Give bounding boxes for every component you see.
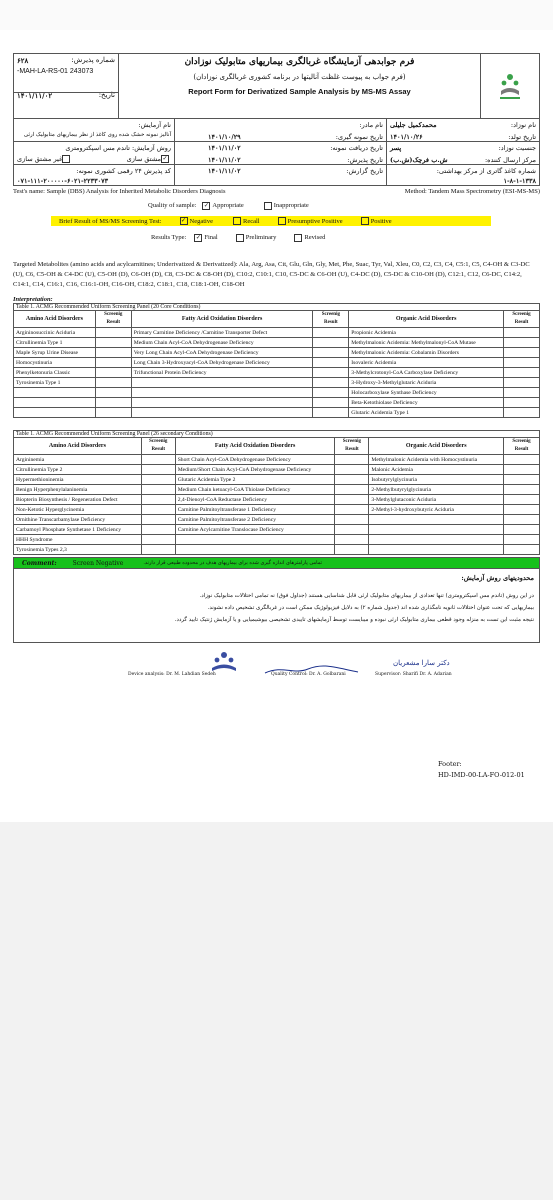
table-row xyxy=(14,465,540,475)
table2-header-cell: Organic Acid Disorders xyxy=(369,438,504,455)
title-en: Report Form for Derivatized Sample Analysis by MS-MS Assay xyxy=(188,87,411,96)
method-label-fa: روش آزمایش: تاندم مس اسپکترومتری xyxy=(65,144,171,152)
table1-cell: 3-Methylcrotonyl-CoA Carboxylase Deficiency xyxy=(349,368,504,378)
table1-cell xyxy=(504,378,540,388)
table1-cell xyxy=(504,348,540,358)
table2-cell: Medium/Short Chain Acyl-CoA Dehydrogenase Deficiency xyxy=(175,465,335,475)
table2-cell xyxy=(141,475,175,485)
negative-label: Negative xyxy=(189,217,213,225)
table1-cell xyxy=(504,398,540,408)
results-type-row xyxy=(151,234,540,242)
table2-cell: Carnitine Acylcarnitine Translocase Deficiency xyxy=(175,525,335,535)
table1-cell: 3-Hydroxy-3-Methylglutaric Aciduria xyxy=(349,378,504,388)
table1-cell: Argininosuccinic Aciduria xyxy=(14,328,96,338)
table2-cell xyxy=(504,465,540,475)
footer-label: Footer: xyxy=(438,760,462,768)
table2-cell: Methylmalonic Acidemia with Homocystinuria xyxy=(369,455,504,465)
table1-cell xyxy=(504,328,540,338)
signature-2: Quality Control: Dr. A. Golbarani xyxy=(271,672,346,677)
brief-result-row xyxy=(51,216,491,226)
table2-header-row xyxy=(14,438,540,455)
table2-cell xyxy=(141,465,175,475)
table2-cell: Carbamoyl Phosphate Synthetase 1 Deficiency xyxy=(14,525,142,535)
revised-checkbox[interactable] xyxy=(294,234,302,242)
reception-label: شماره پذیرش: xyxy=(71,56,115,64)
table2-cell: 3-Methylglutaconic Aciduria xyxy=(369,495,504,505)
table2-cell xyxy=(369,535,504,545)
table1-cell xyxy=(95,408,131,418)
name-cell xyxy=(386,119,539,141)
receive-label: تاریخ دریافت نمونه: xyxy=(330,144,383,152)
date-label: تاریخ: xyxy=(98,91,115,99)
table-row xyxy=(14,535,540,545)
limitations-p1: در این روش (تاندم مس اسپکترومتری) تنها تعدادی از بیماریهای متابولیک ارثی قابل شناسایی هستند (جداول فوق) نه تمامی اختلالات متابولیک نوزاد. xyxy=(199,593,534,599)
table2-cell: Short Chain Acyl-CoA Dehydrogenase Deficiency xyxy=(175,455,335,465)
table2-cell: Carnitine Palmitoyltransferase 2 Deficiency xyxy=(175,515,335,525)
table1-cell xyxy=(131,408,313,418)
preliminary-label: Preliminary xyxy=(245,234,277,241)
test-name: Test's name: Sample (DBS) Analysis for Inherited Metabolic Disorders Diagnosis xyxy=(13,188,226,195)
table2-header-cell: Screenig Result xyxy=(504,438,540,455)
table2-cell xyxy=(175,545,335,555)
gender: پسر xyxy=(390,144,402,152)
table2-cell: Ornithine Transcarbamylase Deficiency xyxy=(14,515,142,525)
recall-label: Recall xyxy=(243,217,260,225)
table2-cell xyxy=(335,505,369,515)
mother-cell xyxy=(174,119,386,141)
quality-row xyxy=(148,202,540,210)
table2-cell xyxy=(141,545,175,555)
comment-bar xyxy=(13,557,540,569)
table2-cell: Carnitine Palmitoyltransferase 1 Deficiency xyxy=(175,505,335,515)
table-row xyxy=(14,398,540,408)
table2-cell: Isobutyrylglycinuria xyxy=(369,475,504,485)
targeted-metabolites: Targeted Metabolites (amino acids and acylcarnitines; Underivatized & Derivatized): Ala, Arg, Asa, Cit, Glu, Gln, Gly, Met, Phe, Suac, Tyr, Val, Xleu, C0, C2, C3, C4, C5:1, C5, C4-OH & C3-DC (U), C6, C5-OH & C4-DC (U), C5-OH (D), C6-OH (D), C8, C3-DC & C8-OH (D), C10:2, C10:1, C10, C5-DC & C6-OH (U), C4-DC (D), C5-DC & C10-OH (D), C12:1, C12, C6-DC, C14:2, C14:1, C14, C16:1, C16, C16:1-OH, C16-OH, C18:2, C18:1, C18, C18:1-OH, C18-OH xyxy=(13,261,530,288)
table2-cell xyxy=(175,535,335,545)
table2-cell xyxy=(335,495,369,505)
table1-cell: Very Long Chain Acyl-CoA Dehydrogenase Deficiency xyxy=(131,348,313,358)
report-page xyxy=(13,53,540,779)
limitations-box xyxy=(13,569,540,643)
table2-header-cell: Screenig Result xyxy=(335,438,369,455)
table2-cell: HHH Syndrome xyxy=(14,535,142,545)
card-no: ۱-۸-۱-۱۳۳۸ xyxy=(503,177,536,185)
table-row xyxy=(14,358,540,368)
table1-cell xyxy=(95,388,131,398)
table-row xyxy=(14,485,540,495)
interpretation-label: Interpretation: xyxy=(13,296,53,303)
signature-area xyxy=(13,645,540,691)
table2-cell xyxy=(335,475,369,485)
table1-header-cell: Organic Acid Disorders xyxy=(349,311,504,328)
table1-cell xyxy=(313,398,349,408)
table1-header-cell: Screenig Result xyxy=(95,311,131,328)
card-cell xyxy=(386,165,539,185)
table1-cell: Beta-Ketothiolase Deficiency xyxy=(349,398,504,408)
sample-date: ۱۴۰۱/۱۰/۲۹ xyxy=(208,133,241,141)
card-label: شماره کاغذ گاتری از مرکز بهداشتی: xyxy=(436,167,536,175)
top-band xyxy=(0,0,553,30)
reception-block xyxy=(14,54,119,118)
table2-cell xyxy=(335,485,369,495)
table-row xyxy=(14,348,540,358)
table1-cell xyxy=(95,398,131,408)
table2-cell xyxy=(141,515,175,525)
table-row xyxy=(14,338,540,348)
table2-cell xyxy=(504,495,540,505)
table2-cell xyxy=(335,455,369,465)
table-row xyxy=(14,505,540,515)
table1-cell: Methylmalonic Acidemia: Methylmalonyl-CoA Mutase xyxy=(349,338,504,348)
table2-header-cell: Fatty Acid Oxidation Disorders xyxy=(175,438,335,455)
table1-cell xyxy=(504,368,540,378)
recall-checkbox[interactable] xyxy=(233,217,241,225)
table1-cell xyxy=(313,378,349,388)
signature-3-script: دکتر سارا مشعریان xyxy=(393,659,450,667)
table2-cell: 2,4-Dienoyl-CoA Reductase Deficiency xyxy=(175,495,335,505)
table2-cell xyxy=(504,535,540,545)
table1-cell xyxy=(95,358,131,368)
revised-label: Revised xyxy=(304,234,326,241)
table2-cell: Argininemia xyxy=(14,455,142,465)
info-row-2 xyxy=(13,142,540,165)
mother-label: نام مادر: xyxy=(359,121,383,129)
table-row xyxy=(14,378,540,388)
table2-cell xyxy=(141,485,175,495)
table2-cell xyxy=(369,545,504,555)
table2-body xyxy=(14,455,540,555)
method-cell xyxy=(14,142,174,164)
table1-cell xyxy=(504,408,540,418)
title-block xyxy=(119,54,480,118)
table1-cell: Holocarboxylase Synthase Deficiency xyxy=(349,388,504,398)
patient-name: محمدکمیل جلیلی xyxy=(390,121,437,129)
table1-cell xyxy=(95,348,131,358)
table-row xyxy=(14,475,540,485)
nonderiv-label: غیر مشتق سازی xyxy=(17,155,63,163)
footer xyxy=(438,760,525,779)
table2-cell: Malonic Acidemia xyxy=(369,465,504,475)
table2-header-cell: Screenig Result xyxy=(141,438,175,455)
table-row xyxy=(14,328,540,338)
table1-cell xyxy=(313,408,349,418)
deriv-checkbox[interactable]: ✓ xyxy=(162,155,168,162)
table2-cell xyxy=(335,465,369,475)
table-row xyxy=(14,545,540,555)
table1-caption: Table 1. ACMG Recommended Uniform Screening Panel (20 Core Conditions) xyxy=(13,303,540,310)
center-label: مرکز ارسال کننده: xyxy=(484,156,536,164)
info-row-1 xyxy=(13,119,540,142)
table1-cell: Maple Syrup Urine Disease xyxy=(14,348,96,358)
lab-logo-icon xyxy=(495,69,525,103)
report-date-val: ۱۴۰۱/۱۱/۰۲ xyxy=(208,167,241,175)
limitations-p2: بیماریهایی که تحت عنوان اختلالات ثانویه نامگذاری شده اند (جدول شماره ۲) به دلایل فیزیولوژیک ممکن است در غربالگری تشخیص داده نشوند. xyxy=(207,605,534,611)
report-header xyxy=(13,53,540,119)
table2-cell xyxy=(504,475,540,485)
national-code: ۰۷۱-۱۱۱-۲۰۰۰۰۰-۶۰۲۱-۲۲۳۳۰۷۳ xyxy=(17,177,109,185)
accept-date: ۱۴۰۱/۱۱/۰۲ xyxy=(208,156,241,164)
table1-cell xyxy=(313,348,349,358)
table1-cell: Homocystinuria xyxy=(14,358,96,368)
table2-cell xyxy=(504,525,540,535)
title-fa: فرم جوابدهی آزمایشگاه غربالگری بیماریهای متابولیک نوزادان xyxy=(184,57,415,67)
table1-body xyxy=(14,328,540,418)
birth-date: ۱۴۰۱/۱۰/۲۶ xyxy=(390,133,423,141)
sample-date-label: تاریخ نمونه گیری: xyxy=(335,133,383,141)
table2-header-cell: Amino Acid Disorders xyxy=(14,438,142,455)
table1-cell: Citrullinemia Type 1 xyxy=(14,338,96,348)
positive-checkbox[interactable] xyxy=(361,217,369,225)
test-desc: آنالیز نمونه خشک شده روی کاغذ از نظر بیماریهای متابولیک ارثی xyxy=(23,132,171,138)
comment-value: Screen Negative xyxy=(72,559,124,567)
table2-cell xyxy=(504,485,540,495)
table2-cell xyxy=(369,515,504,525)
report-cell xyxy=(174,165,386,185)
table2-cell xyxy=(141,505,175,515)
reception-no: ۶۲۸ xyxy=(17,56,29,65)
page-margin-bottom xyxy=(0,822,553,1200)
table2-cell xyxy=(335,525,369,535)
preliminary-checkbox[interactable] xyxy=(236,234,244,242)
table1-cell xyxy=(14,398,96,408)
report-label: تاریخ گزارش: xyxy=(346,167,383,175)
table-row xyxy=(14,525,540,535)
presumptive-checkbox[interactable] xyxy=(278,217,286,225)
table1-cell: Long Chain 3-Hydroxyacyl-CoA Dehydrogenase Deficiency xyxy=(131,358,313,368)
table1-header-row xyxy=(14,311,540,328)
table2-cell xyxy=(504,515,540,525)
table2-cell xyxy=(141,535,175,545)
secondary-conditions-table xyxy=(13,437,540,555)
table2-cell xyxy=(141,525,175,535)
table1-cell: Methylmalonic Acidemia: Cobalamin Disorders xyxy=(349,348,504,358)
results-type-label: Results Type: xyxy=(151,234,187,241)
table1-cell xyxy=(313,328,349,338)
table2-cell: Citrullinemia Type 2 xyxy=(14,465,142,475)
table1-header-cell: Amino Acid Disorders xyxy=(14,311,96,328)
quality-appropriate-checkbox[interactable]: ✓ xyxy=(203,203,209,209)
table1-cell: Phenylketonuria Classic xyxy=(14,368,96,378)
table1-cell: Propionic Acidemia xyxy=(349,328,504,338)
table1-cell xyxy=(504,338,540,348)
table2-cell xyxy=(141,495,175,505)
table2-cell: 2-Methyl-3-hydroxybutyric Aciduria xyxy=(369,505,504,515)
table2-cell xyxy=(335,545,369,555)
quality-appropriate: Appropriate xyxy=(212,202,244,209)
nonderiv-checkbox[interactable] xyxy=(62,155,70,163)
brief-label: Brief Result of MS/MS Screening Test: xyxy=(59,217,162,225)
table-row xyxy=(14,408,540,418)
gender-label: جنسیت نوزاد: xyxy=(498,144,536,152)
table2-cell: Medium Chain ketoacyl-CoA Thiolase Deficiency xyxy=(175,485,335,495)
table2-cell xyxy=(504,455,540,465)
comment-label: Comment: xyxy=(22,559,57,567)
table1-cell xyxy=(14,388,96,398)
quality-inappropriate-checkbox[interactable] xyxy=(264,202,272,210)
table2-cell: Hypermethioninemia xyxy=(14,475,142,485)
footer-code: HD-IMD-00-LA-FO-012-01 xyxy=(438,771,525,779)
table2-cell: 2-Methylbutyrylglycinuria xyxy=(369,485,504,495)
table1-header-cell: Screenig Result xyxy=(313,311,349,328)
limitations-p3: نتیجه مثبت این تست به منزله وجود قطعی بیماری متابولیک ارثی نبوده و میبایست توسط آزمایشهای تاییدی تشخیصی بیوشیمیایی و یا آزمایش ژنتیک تایید گردد. xyxy=(174,617,534,623)
signature-1: Device analysis: Dr. M. Lahdian Sedeh xyxy=(128,672,216,677)
table-row xyxy=(14,388,540,398)
table2-cell xyxy=(335,515,369,525)
signature-3: Supervisor: Sharifi Dr. A. Adarian xyxy=(375,672,452,677)
quality-label: Quality of sample: xyxy=(148,202,197,209)
method: Method: Tandem Mass Spectrometry (ESI-MS-MS) xyxy=(404,188,540,195)
presumptive-label: Presumptive Positive xyxy=(287,217,343,225)
table1-cell xyxy=(95,368,131,378)
core-conditions-table xyxy=(13,310,540,418)
subtitle-fa: (فرم جواب به پیوست غلظت آنالیتها در برنامه کشوری غربالگری نوزادان) xyxy=(193,73,406,81)
table2-cell xyxy=(141,455,175,465)
comment-fa: تمامی پارامترهای اندازه گیری شده برای بیماریهای هدف در محدوده طبیعی قرار دارند. xyxy=(143,560,322,566)
negative-checkbox[interactable]: ✓ xyxy=(181,218,187,224)
national-cell xyxy=(14,165,174,185)
table-row xyxy=(14,368,540,378)
table1-cell xyxy=(504,388,540,398)
receive-date: ۱۴۰۱/۱۱/۰۲ xyxy=(208,144,241,152)
table2-cell: Benign Hyperphenylalaninemia xyxy=(14,485,142,495)
table2-cell xyxy=(369,525,504,535)
table1-cell xyxy=(504,358,540,368)
table2-cell: Biopterin Biosynthesis / Regeneration Defect xyxy=(14,495,142,505)
table1-header-cell: Screenig Result xyxy=(504,311,540,328)
table-row xyxy=(14,515,540,525)
table1-cell: Medium Chain Acyl-CoA Dehydrogenase Deficiency xyxy=(131,338,313,348)
table1-cell xyxy=(131,378,313,388)
deriv-label: مشتق سازی xyxy=(126,155,161,163)
table1-cell xyxy=(95,338,131,348)
birth-label: تاریخ تولد: xyxy=(508,133,536,141)
table1-header-cell: Fatty Acid Oxidation Disorders xyxy=(131,311,313,328)
table-row xyxy=(14,495,540,505)
lab-logo xyxy=(480,54,539,118)
test-name-row xyxy=(13,188,540,195)
limitations-title: محدودیتهای روش آزمایش: xyxy=(461,574,534,582)
table1-cell: Glutaric Acidemia Type 1 xyxy=(349,408,504,418)
table1-cell: Trifunctional Protein Deficiency xyxy=(131,368,313,378)
table1-cell: Tyrosinemia Type 1 xyxy=(14,378,96,388)
quality-inappropriate: Inappropriate xyxy=(273,202,309,209)
table1-cell: Isovaleric Acidemia xyxy=(349,358,504,368)
table1-cell xyxy=(131,388,313,398)
info-row-3 xyxy=(13,165,540,186)
table-row xyxy=(14,455,540,465)
table1-cell: Primary Carnitine Deficiency /Carnitine Transporter Defect xyxy=(131,328,313,338)
table1-cell xyxy=(313,358,349,368)
table1-cell xyxy=(95,328,131,338)
table2-cell: Non-Ketotic Hyperglycinemia xyxy=(14,505,142,515)
table2-caption: Table 1. ACMG Recommended Uniform Screening Panel (26 secondary Conditions) xyxy=(13,430,540,437)
table2-cell xyxy=(504,545,540,555)
table1-cell xyxy=(313,388,349,398)
table2-cell xyxy=(504,505,540,515)
table1-cell xyxy=(131,398,313,408)
final-label: Final xyxy=(204,234,218,241)
table2-cell: Tyrosinemia Types 2,3 xyxy=(14,545,142,555)
test-label: نام آزمایش: xyxy=(138,121,171,129)
table2-cell xyxy=(335,535,369,545)
table1-cell xyxy=(313,368,349,378)
table1-cell xyxy=(95,378,131,388)
table2-cell: Glutaric Acidemia Type 2 xyxy=(175,475,335,485)
test-cell xyxy=(14,119,174,141)
receive-cell xyxy=(174,142,386,164)
positive-label: Positive xyxy=(370,217,392,225)
table1-cell xyxy=(313,338,349,348)
name-label: نام نوزاد: xyxy=(510,121,536,129)
center: ش.ب فرچک(ش.ب) xyxy=(390,156,448,164)
form-code: -MAH-LA-RS-01 243073 xyxy=(17,68,94,75)
national-label: کد پذیرش ۲۴ رقمی کشوری نمونه: xyxy=(76,167,171,175)
accept-label: تاریخ پذیرش: xyxy=(347,156,383,164)
report-date: ۱۴۰۱/۱۱/۰۲ xyxy=(17,91,53,100)
final-checkbox[interactable]: ✓ xyxy=(195,235,201,241)
gender-cell xyxy=(386,142,539,164)
table1-cell xyxy=(14,408,96,418)
